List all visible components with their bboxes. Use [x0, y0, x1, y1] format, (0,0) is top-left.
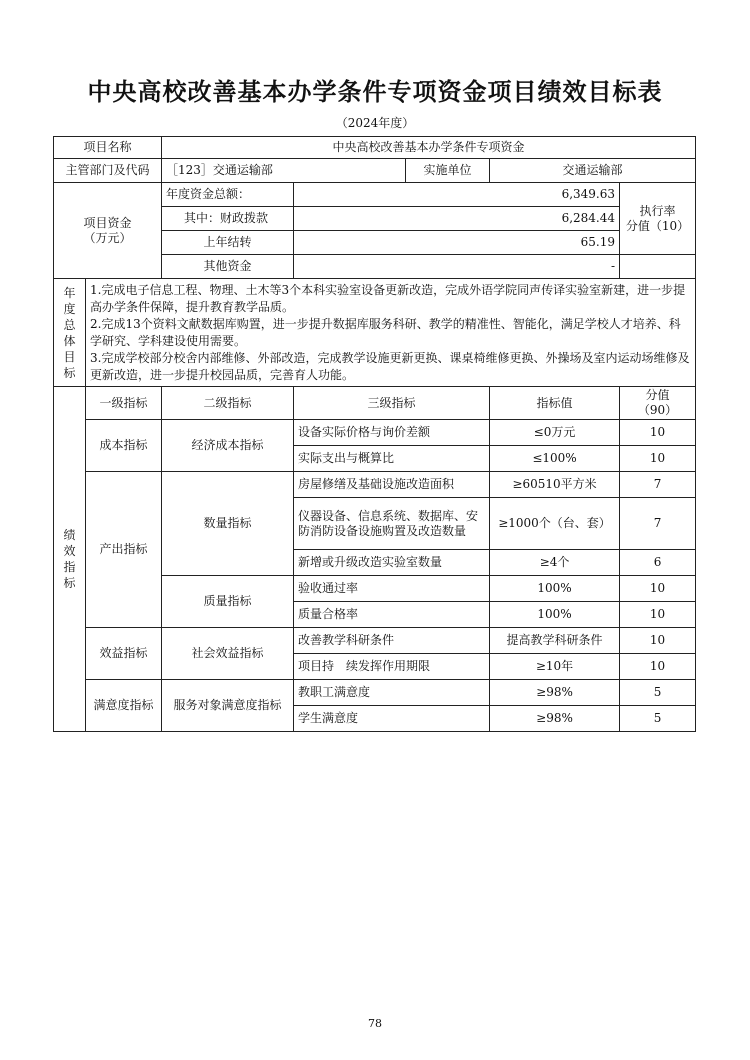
indicator-score: 10: [620, 654, 696, 680]
page-title: 中央高校改善基本办学条件专项资金项目绩效目标表: [87, 78, 663, 106]
goal-item: 2.完成13个资料文献数据库购置，进一步提升数据库服务科研、教学的精准性、智能化，满足学校人才培养、科学研究、学科建设使用需要。: [90, 316, 681, 348]
exec-rate-blank: [620, 255, 696, 279]
project-name-label: 项目名称: [54, 137, 162, 159]
level1-cost: 成本指标: [86, 420, 162, 472]
indicator-score: 5: [620, 706, 696, 732]
level2-quantity: 数量指标: [162, 472, 294, 576]
year-label: （2024年度）: [335, 116, 415, 130]
level3-item: 验收通过率: [294, 576, 490, 602]
funds-carryover-value: 65.19: [294, 231, 620, 255]
goal-item: 3.完成学校部分校舍内部维修、外部改造，完成教学设施更新更换、课桌椅维修更换、外操场及室内运动场维修及更新改造，进一步提升校园品质，完善育人功能。: [90, 350, 690, 382]
level2-economic-cost: 经济成本指标: [162, 420, 294, 472]
indicator-score: 5: [620, 680, 696, 706]
level3-item: 实际支出与概算比: [294, 446, 490, 472]
level3-item: 房屋修缮及基础设施改造面积: [294, 472, 490, 498]
level2-quality: 质量指标: [162, 576, 294, 628]
indicator-score: 10: [620, 576, 696, 602]
indicator-value: 提高教学科研条件: [490, 628, 620, 654]
level3-item: 教职工满意度: [294, 680, 490, 706]
level3-item: 仪器设备、信息系统、数据库、安防消防设备设施购置及改造数量: [294, 498, 490, 550]
indicator-value: ≥4个: [490, 550, 620, 576]
indicator-score: 10: [620, 602, 696, 628]
indicator-value: ≥60510平方米: [490, 472, 620, 498]
impl-unit-label: 实施单位: [406, 159, 490, 183]
funds-fiscal-value: 6,284.44: [294, 207, 620, 231]
indicator-value: ≥98%: [490, 706, 620, 732]
goal-item: 1.完成电子信息工程、物理、土木等3个本科实验室设备更新改造，完成外语学院同声传译实验室新建，进一步提高办学条件保障，提升教育教学品质。: [90, 282, 686, 314]
funds-total-label: 年度资金总额：: [162, 183, 294, 207]
level2-social-benefit: 社会效益指标: [162, 628, 294, 680]
level1-satisfaction: 满意度指标: [86, 680, 162, 732]
level3-item: 学生满意度: [294, 706, 490, 732]
header-value: 指标值: [490, 387, 620, 420]
dept-value: ［123］交通运输部: [162, 159, 406, 183]
indicator-value: ≥1000个（台、套）: [490, 498, 620, 550]
header-score: 分值 （90）: [620, 387, 696, 420]
project-name-value: 中央高校改善基本办学条件专项资金: [162, 137, 696, 159]
impl-unit-value: 交通运输部: [490, 159, 696, 183]
indicator-value: 100%: [490, 576, 620, 602]
indicator-score: 6: [620, 550, 696, 576]
level1-output: 产出指标: [86, 472, 162, 628]
page-number: 78: [368, 1017, 382, 1030]
indicator-score: 10: [620, 420, 696, 446]
funds-label: 项目资金 （万元）: [54, 183, 162, 279]
indicator-score: 10: [620, 628, 696, 654]
funds-total-value: 6,349.63: [294, 183, 620, 207]
funds-carryover-label: 上年结转: [162, 231, 294, 255]
annual-goal-label: 年 度 总 体 目 标: [54, 279, 86, 387]
header-level2: 二级指标: [162, 387, 294, 420]
annual-goal-text: [86, 279, 696, 387]
dept-label: 主管部门及代码: [54, 159, 162, 183]
indicator-value: ≥98%: [490, 680, 620, 706]
funds-fiscal-label: 其中：财政拨款: [162, 207, 294, 231]
funds-other-value: -: [294, 255, 620, 279]
indicator-score: 10: [620, 446, 696, 472]
indicator-score: 7: [620, 472, 696, 498]
exec-rate-label: 执行率 分值（10）: [620, 183, 696, 255]
level1-benefit: 效益指标: [86, 628, 162, 680]
level3-item: 质量合格率: [294, 602, 490, 628]
indicator-value: ≥10年: [490, 654, 620, 680]
performance-indicators-label: 绩 效 指 标: [54, 387, 86, 732]
indicator-score: 7: [620, 498, 696, 550]
performance-table: [53, 136, 696, 732]
indicator-value: 100%: [490, 602, 620, 628]
level3-item: 改善教学科研条件: [294, 628, 490, 654]
header-level1: 一级指标: [86, 387, 162, 420]
header-level3: 三级指标: [294, 387, 490, 420]
level2-service-satisfaction: 服务对象满意度指标: [162, 680, 294, 732]
level3-item: 项目持 续发挥作用期限: [294, 654, 490, 680]
level3-item: 设备实际价格与询价差额: [294, 420, 490, 446]
indicator-value: ≤100%: [490, 446, 620, 472]
level3-item: 新增或升级改造实验室数量: [294, 550, 490, 576]
funds-other-label: 其他资金: [162, 255, 294, 279]
indicator-value: ≤0万元: [490, 420, 620, 446]
